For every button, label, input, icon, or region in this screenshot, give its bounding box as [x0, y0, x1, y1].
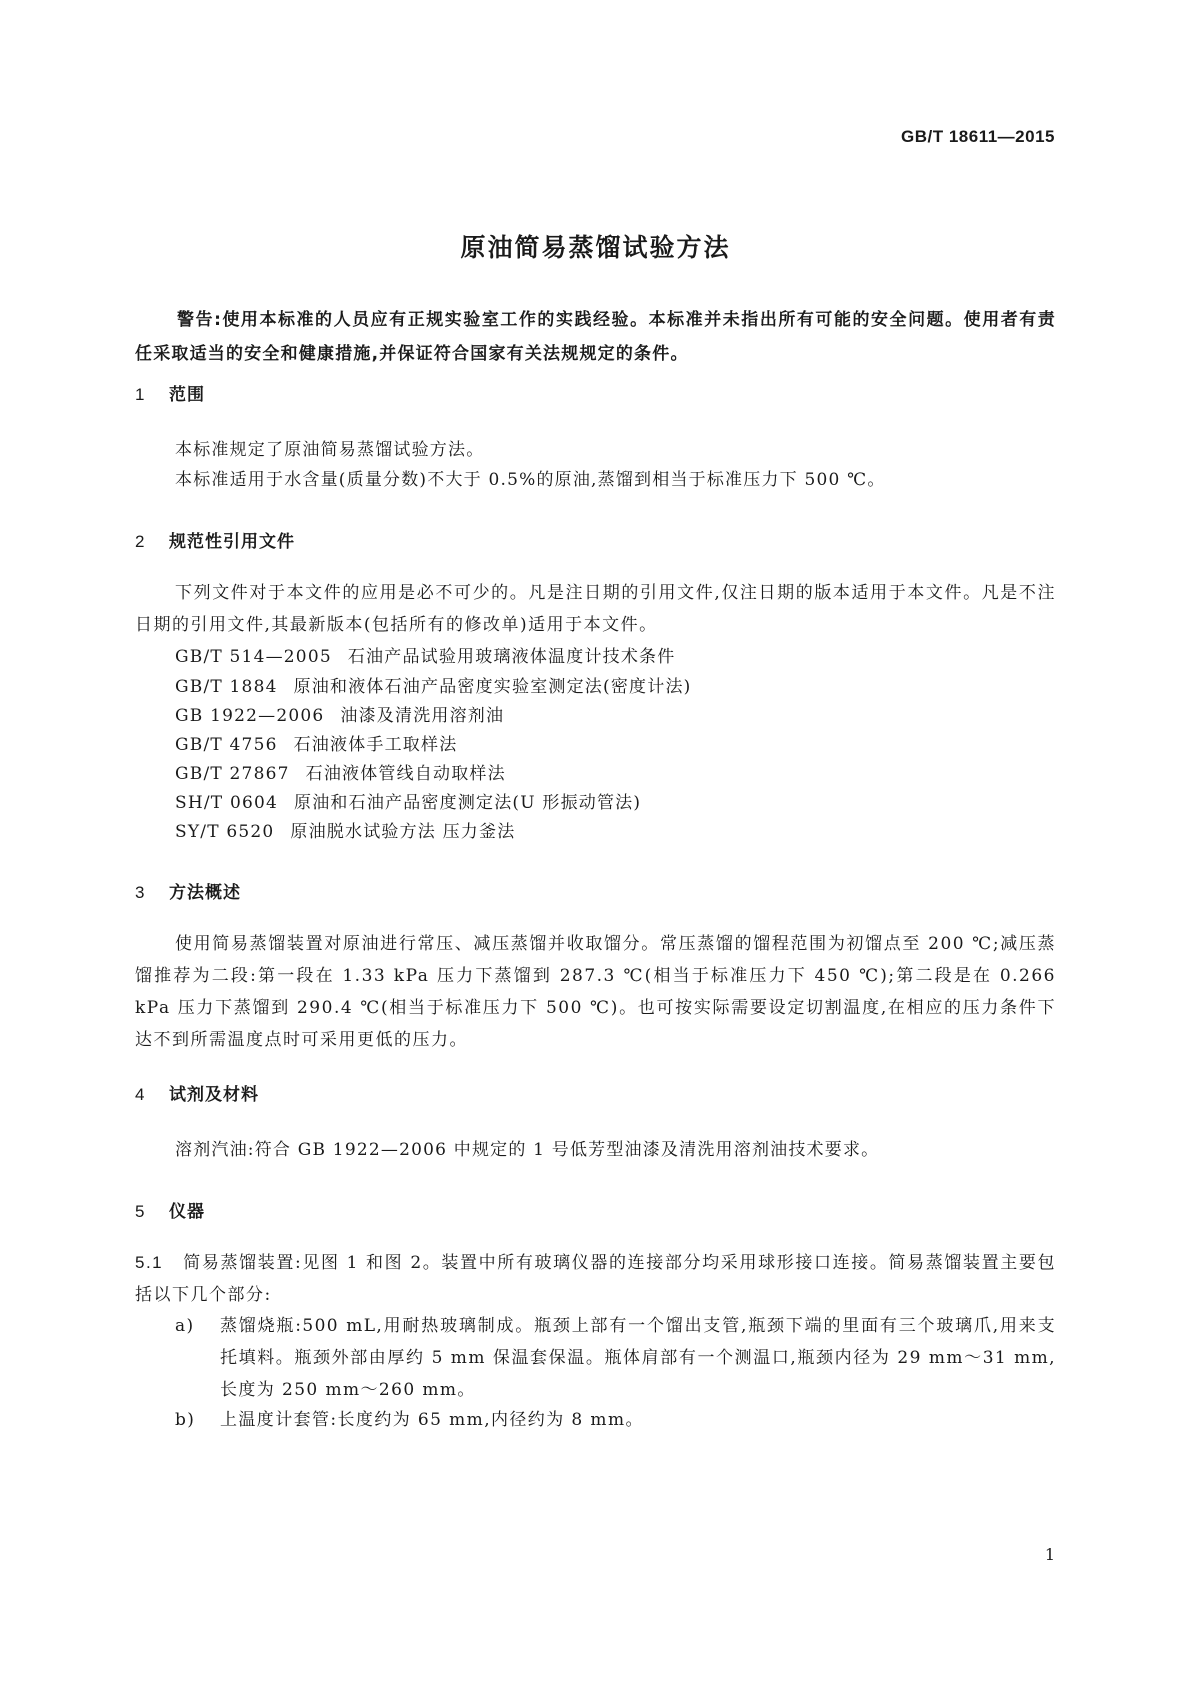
reference-code: GB/T 514—2005 [175, 647, 332, 667]
reference-item [175, 672, 691, 697]
section-5-heading [135, 1197, 205, 1222]
reference-title: 油漆及清洗用溶剂油 [340, 706, 505, 726]
reference-title: 原油脱水试验方法 压力釜法 [290, 822, 516, 842]
section-1-paragraph-1: 本标准规定了原油简易蒸馏试验方法。 [175, 440, 485, 460]
reference-title: 原油和石油产品密度测定法(U 形振动管法) [294, 793, 642, 813]
section-title: 试剂及材料 [169, 1085, 259, 1105]
list-marker: b) [175, 1410, 196, 1430]
reference-item [175, 730, 457, 755]
section-number: 4 [135, 1085, 146, 1104]
reference-item [175, 817, 515, 842]
reference-item [175, 788, 641, 813]
list-item-text: 上温度计套管:长度约为 65 mm,内径约为 8 mm。 [220, 1410, 644, 1430]
subsection-number: 5.1 [135, 1253, 164, 1272]
section-1-heading [135, 380, 205, 405]
reference-title: 石油产品试验用玻璃液体温度计技术条件 [347, 647, 676, 667]
reference-item [175, 642, 675, 667]
reference-item [175, 701, 504, 726]
section-number: 5 [135, 1202, 146, 1221]
reference-title: 原油和液体石油产品密度实验室测定法(密度计法) [293, 677, 692, 697]
list-marker: a) [175, 1316, 195, 1336]
section-number: 3 [135, 883, 146, 902]
list-item-text: 蒸馏烧瓶:500 mL,用耐热玻璃制成。瓶颈上部有一个馏出支管,瓶颈下端的里面有三个玻璃爪,用来支托填料。瓶颈外部由厚约 5 mm 保温套保温。瓶体肩部有一个测温口,瓶颈内径为 29 mm～31 mm,长度为 250 mm～260 mm。 [220, 1316, 1056, 1400]
section-title: 规范性引用文件 [169, 532, 295, 552]
page-number: 1 [1044, 1545, 1055, 1564]
section-title: 方法概述 [169, 883, 241, 903]
subsection-5-1 [135, 1247, 1056, 1311]
standard-number: GB/T 18611—2015 [901, 127, 1055, 146]
list-item [135, 1404, 1056, 1436]
reference-code: GB/T 1884 [175, 677, 278, 697]
reference-code: SY/T 6520 [175, 822, 275, 842]
subsection-text: 简易蒸馏装置:见图 1 和图 2。装置中所有玻璃仪器的连接部分均采用球形接口连接。简易蒸馏装置主要包括以下几个部分: [135, 1253, 1056, 1305]
section-2-heading [135, 527, 295, 552]
reference-title: 石油液体手工取样法 [293, 735, 458, 755]
reference-code: SH/T 0604 [175, 793, 279, 813]
document-title: 原油简易蒸馏试验方法 [460, 233, 731, 262]
section-4-heading [135, 1080, 259, 1105]
section-4-paragraph: 溶剂汽油:符合 GB 1922—2006 中规定的 1 号低芳型油漆及清洗用溶剂油技术要求。 [175, 1140, 880, 1160]
reference-code: GB 1922—2006 [175, 706, 325, 726]
section-3-paragraph: 使用简易蒸馏装置对原油进行常压、减压蒸馏并收取馏分。常压蒸馏的馏程范围为初馏点至 200 ℃;减压蒸馏推荐为二段:第一段在 1.33 kPa 压力下蒸馏到 287.3 ℃(相当于标准压力下 450 ℃);第二段是在 0.266 kPa 压力下蒸馏到 290.4 ℃(相当于标准压力下 500 ℃)。也可按实际需要设定切割温度,在相应的压力条件下达不到所需温度点时可采用更低的压力。 [135, 934, 1056, 1050]
section-number: 2 [135, 532, 146, 551]
reference-item [175, 759, 506, 784]
reference-code: GB/T 27867 [175, 764, 290, 784]
list-item [135, 1310, 1056, 1406]
section-3-heading [135, 878, 241, 903]
section-2-intro: 下列文件对于本文件的应用是必不可少的。凡是注日期的引用文件,仅注日期的版本适用于本文件。凡是不注日期的引用文件,其最新版本(包括所有的修改单)适用于本文件。 [135, 583, 1056, 635]
section-number: 1 [135, 385, 146, 404]
reference-title: 石油液体管线自动取样法 [305, 764, 506, 784]
reference-code: GB/T 4756 [175, 735, 278, 755]
section-title: 仪器 [169, 1202, 205, 1222]
section-title: 范围 [169, 385, 205, 405]
warning-paragraph: 警告:使用本标准的人员应有正规实验室工作的实践经验。本标准并未指出所有可能的安全问题。使用者有责任采取适当的安全和健康措施,并保证符合国家有关法规规定的条件。 [135, 310, 1056, 364]
section-1-paragraph-2: 本标准适用于水含量(质量分数)不大于 0.5%的原油,蒸馏到相当于标准压力下 500 ℃。 [175, 470, 886, 490]
